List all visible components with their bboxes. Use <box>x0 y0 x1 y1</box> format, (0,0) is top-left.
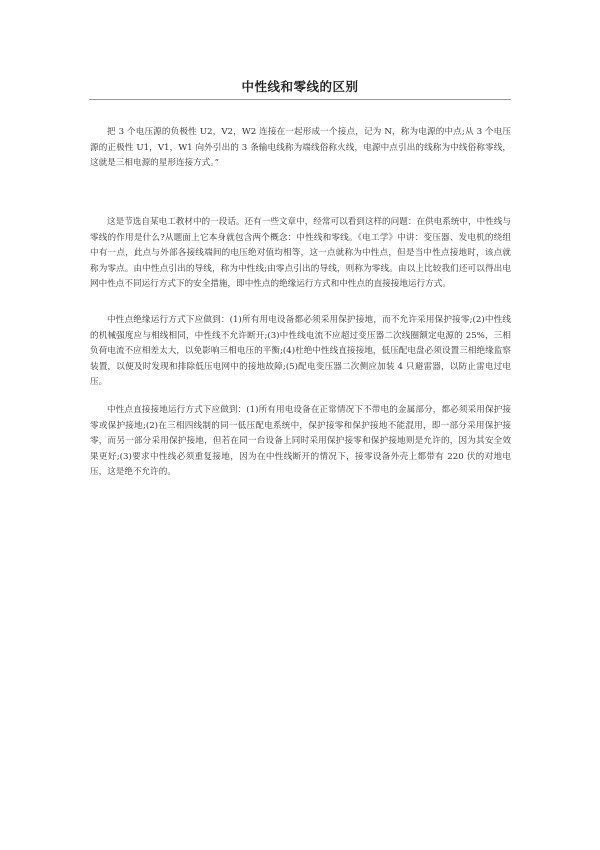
paragraph-grounded-neutral: 中性点直接接地运行方式下应做到：(1)所有用电设备在正常情况下不带电的金属部分，都必须采用保护接零或保护接地;(2)在三相四线制的同一低压配电系统中，保护接零和保护接地不能混用，即一部分采用保护接零，而另一部分采用保护接地，但若在同一台设备上同时采用保护接零和保护接地则是允许的，因为其安全效果更好;(3)要求中性线必须重复接地，因为在中性线断开的情况下，接零设备外壳上都带有 220 伏的对地电压，这是绝不允许的。 <box>90 405 511 478</box>
page-title: 中性线和零线的区别 <box>241 79 359 94</box>
title-divider <box>89 99 511 100</box>
paragraph-star-connection: 把 3 个电压源的负极性 U2，V2，W2 连接在一起形成一个接点，记为 N，称为电源的中点;从 3 个电压源的正极性 U1，V1，W1 向外引出的 3 条输电线称为端线俗称火线，电源中点引出的线称为中线俗称零线，这就是三相电源的星形连接方式。” <box>90 127 511 169</box>
paragraph-neutral-vs-zero: 这是节选自某电工教材中的一段话。还有一些文章中，经常可以看到这样的问题：在供电系统中，中性线与零线的作用是什么?从题面上它本身就包含两个概念：中性线和零线。《电工学》中讲：变压器、发电机的绕组中有一点，此点与外部各接线端间的电压绝对值均相等，这一点就称为中性点，但是当中性点接地时，该点就称为零点。由中性点引出的导线，称为中性线;由零点引出的导线，则称为零线。由以上比较我们还可以得出电网中性点不同运行方式下的安全措施，即中性点的绝缘运行方式和中性点的直接接地运行方式。 <box>90 217 511 290</box>
paragraph-insulated-neutral: 中性点绝缘运行方式下应做到：(1)所有用电设备都必须采用保护接地，而不允许采用保护接零;(2)中性线的机械强度应与相线相同，中性线不允许断开;(3)中性线电流不应超过变压器二次线圈额定电源的 25%，三相负荷电流不应相差太大，以免影响三相电压的平衡;(4)杜绝中性线直接接地，低压配电盘必须设置三相绝缘监察装置，以便及时发现和排除低压电网中的接地故障;(5)配电变压器二次侧应加装 4 只避雷器，以防止雷电过电压。 <box>90 315 511 388</box>
